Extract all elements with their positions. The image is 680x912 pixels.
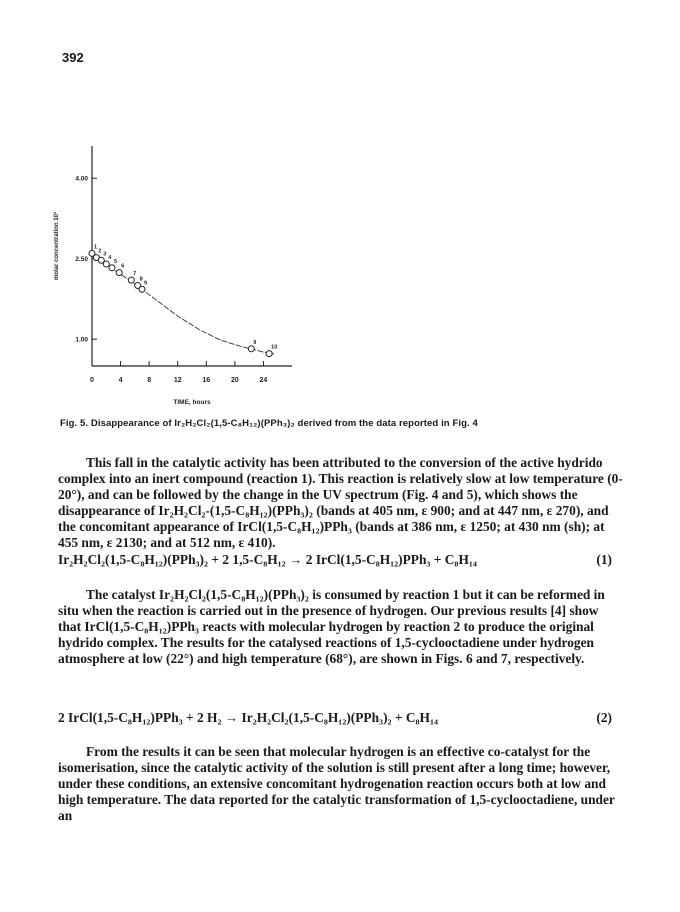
y-tick-label: 1.00 bbox=[75, 336, 88, 344]
data-point bbox=[266, 351, 272, 357]
equation-2-number: (2) bbox=[596, 710, 612, 725]
fitted-curve bbox=[92, 252, 274, 355]
data-point bbox=[103, 261, 109, 267]
paragraph-3: From the results it can be seen that molecular hydrogen is an effective co-catalyst for the isomerisation, since the catalytic activity of the solution is still present after a long time; however, under these conditions, an extensive concomitant hydrogenation reaction occurs both at low and high temperature. The data reported for the catalytic transformation of 1,5-cyclooctadiene, under an bbox=[58, 744, 615, 823]
equation-1 bbox=[58, 552, 624, 568]
equation-1-formula: Ir₂H₂Cl₂(1,5-C₈H₁₂)(PPh₃)₂ + 2 1,5-C₈H₁₂ → 2 IrCl(1,5-C₈H₁₂)PPh₃ + C₈H₁₄ bbox=[58, 552, 477, 567]
data-point-label: 8 bbox=[139, 276, 143, 283]
x-axis-label: TIME, hours bbox=[173, 399, 211, 406]
equation-2-formula: 2 IrCl(1,5-C₈H₁₂)PPh₃ + 2 H₂ → Ir₂H₂Cl₂(1,5-C₈H₁₂)(PPh₃)₂ + C₈H₁₄ bbox=[58, 710, 438, 725]
data-point-label: 7 bbox=[133, 271, 137, 278]
chart-axes bbox=[53, 146, 292, 406]
data-point bbox=[128, 277, 134, 283]
x-tick-label: 4 bbox=[118, 377, 123, 384]
x-tick-label: 16 bbox=[202, 377, 211, 384]
x-tick-label: 8 bbox=[147, 377, 152, 384]
x-tick-label: 0 bbox=[90, 377, 94, 384]
x-tick-label: 20 bbox=[230, 377, 239, 384]
data-point-label: 5 bbox=[114, 258, 118, 265]
equation-1-number: (1) bbox=[596, 552, 612, 567]
data-point bbox=[116, 270, 122, 276]
data-point-label: 9 bbox=[144, 280, 148, 287]
paragraph-2: The catalyst Ir₂H₂Cl₂(1,5-C₈H₁₂)(PPh₃)₂ is consumed by reaction 1 but it can be reformed in situ when the reaction is carried out in the presence of hydrogen. Our previous results [4] show that IrCl(1,5-C₈H₁₂)PPh₃ reacts with molecular hydrogen by reaction 2 to produce the original hydrido complex. The results for the catalysed reactions of 1,5-cyclooctadiene under hydrogen atmosphere at low (22°) and high temperature (68°), are shown in Figs. 6 and 7, respectively. bbox=[58, 587, 605, 666]
data-point bbox=[248, 346, 254, 352]
data-point bbox=[109, 265, 115, 271]
figure-caption: Fig. 5. Disappearance of Ir₂H₂Cl₂(1,5-C₈H₁₂)(PPh₃)₂ derived from the data reported in Fig. 4 bbox=[60, 418, 478, 429]
page-number: 392 bbox=[62, 50, 84, 65]
data-point-label: 1 bbox=[94, 244, 98, 251]
y-axis-label: molar concentration 10³ bbox=[54, 211, 60, 281]
figure-5-chart bbox=[40, 130, 340, 410]
y-tick-label: 4.00 bbox=[75, 175, 88, 183]
data-point bbox=[139, 286, 145, 292]
data-point-label: 9 bbox=[253, 339, 257, 346]
x-tick-label: 24 bbox=[259, 377, 268, 384]
equation-2 bbox=[58, 710, 624, 726]
data-point-label: 4 bbox=[108, 255, 112, 262]
paragraph-1: This fall in the catalytic activity has been attributed to the conversion of the active hydrido complex into an inert compound (reaction 1). This reaction is relatively slow at low temperature (0-20°), and can be followed by the change in the UV spectrum (Fig. 4 and 5), which shows the disappearance of Ir₂H₂Cl₂-(1,5-C₈H₁₂)(PPh₃)₂ (bands at 405 nm, ε 900; and at 447 nm, ε 270), and the concomitant appearance of IrCl(1,5-C₈H₁₂)PPh₃ (bands at 386 nm, ε 1250; at 430 nm (sh); at 455 nm, ε 2130; and at 512 nm, ε 410). bbox=[58, 455, 623, 550]
data-point-label: 6 bbox=[121, 263, 125, 270]
data-point-label: 2 bbox=[98, 248, 102, 255]
x-tick-label: 12 bbox=[173, 377, 182, 384]
chart-marks bbox=[89, 244, 277, 356]
y-tick-label: 2.50 bbox=[75, 256, 88, 264]
data-point-label: 3 bbox=[103, 251, 107, 258]
data-point-label: 10 bbox=[271, 344, 278, 351]
